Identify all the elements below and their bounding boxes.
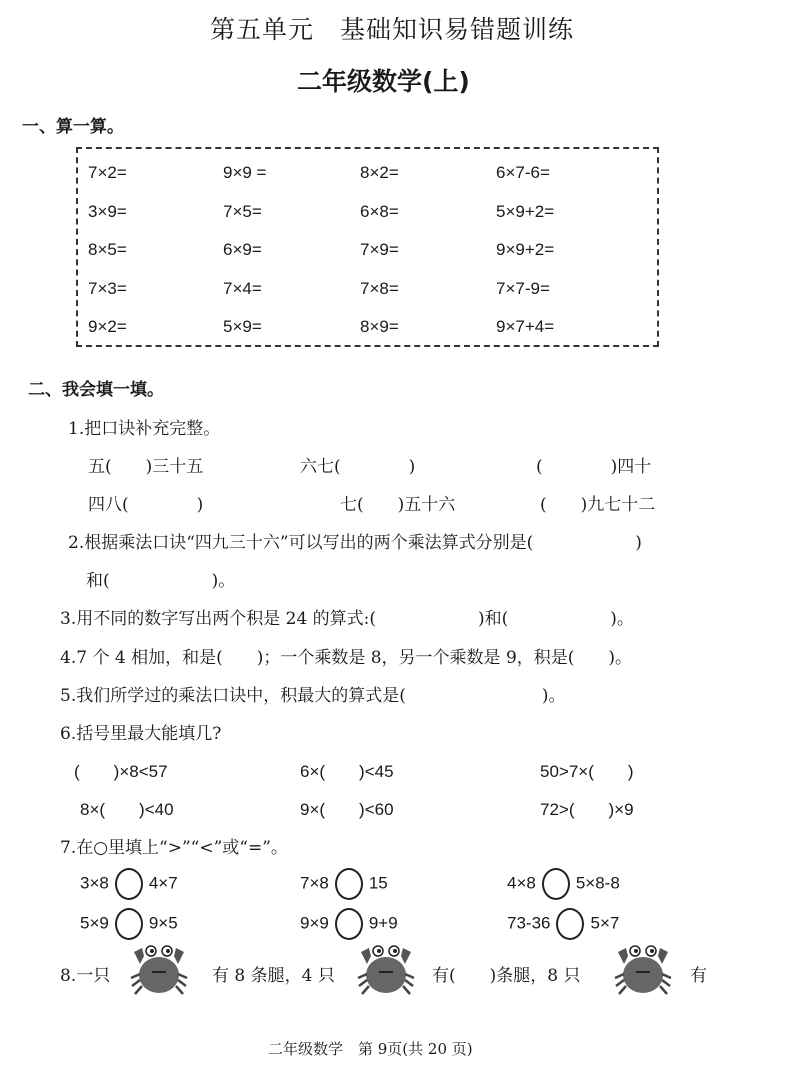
- q1-item: ( )四十: [536, 457, 652, 477]
- q1-item: 七( )五十六: [340, 495, 456, 515]
- q1-item: 六七( ): [300, 457, 416, 477]
- calc-item: 8×5=: [88, 240, 127, 259]
- q7-item: [80, 908, 178, 940]
- q8-text-1: 8.一只: [60, 966, 111, 986]
- question-2-line1: 2.根据乘法口诀“四九三十六”可以写出的两个乘法算式分别是( ): [68, 533, 642, 553]
- compare-circle-icon: [542, 868, 570, 900]
- q6-item: 50>7×( ): [540, 762, 634, 781]
- compare-circle-icon: [115, 868, 143, 900]
- question-7-prompt: 7.在○里填上“>”“<”或“=”。: [60, 838, 288, 858]
- calc-item: 7×9=: [360, 240, 399, 259]
- crab-icon: [612, 942, 674, 1000]
- q8-text-2: 有 8 条腿，4 只: [212, 966, 335, 986]
- page-title: 第五单元 基础知识易错题训练: [210, 15, 575, 44]
- compare-circle-icon: [556, 908, 584, 940]
- question-1-prompt: 1.把口诀补充完整。: [68, 419, 221, 439]
- calc-item: 7×3=: [88, 279, 127, 298]
- section-2-heading: 二、我会填一填。: [28, 380, 164, 400]
- crab-icon: [128, 942, 190, 1000]
- compare-circle-icon: [335, 908, 363, 940]
- calc-item: 7×7-9=: [496, 279, 550, 298]
- calc-item: 7×2=: [88, 163, 127, 182]
- page-subtitle: 二年级数学(上): [297, 67, 470, 96]
- calc-item: 6×7-6=: [496, 163, 550, 182]
- q6-item: 72>( )×9: [540, 800, 634, 819]
- q7-right: 9×5: [148, 913, 178, 933]
- calc-item: 6×9=: [223, 240, 262, 259]
- calc-item: 6×8=: [360, 202, 399, 221]
- q6-item: 8×( )<40: [80, 800, 174, 819]
- q7-left: 73-36: [507, 913, 551, 933]
- calc-item: 9×7+4=: [496, 317, 555, 336]
- q1-item: 四八( ): [88, 495, 204, 515]
- q8-text-3: 有( )条腿，8 只: [432, 966, 581, 986]
- page-footer: 二年级数学 第 9页(共 20 页): [268, 1040, 473, 1058]
- q7-right: 5×8-8: [575, 873, 620, 893]
- calc-item: 7×8=: [360, 279, 399, 298]
- q7-item: [80, 868, 178, 900]
- q6-item: 6×( )<45: [300, 762, 394, 781]
- q7-item: [300, 908, 398, 940]
- q7-left: 9×9: [300, 913, 329, 933]
- calc-item: 7×4=: [223, 279, 262, 298]
- crab-icon: [355, 942, 417, 1000]
- compare-circle-icon: [335, 868, 363, 900]
- q1-item: ( )九七十二: [540, 495, 656, 515]
- calc-item: 8×9=: [360, 317, 399, 336]
- q6-item: 9×( )<60: [300, 800, 394, 819]
- question-6-prompt: 6.括号里最大能填几?: [60, 724, 222, 744]
- question-5: 5.我们所学过的乘法口诀中，积最大的算式是( )。: [60, 686, 566, 706]
- q8-text-4: 有: [690, 966, 707, 986]
- calc-item: 5×9=: [223, 317, 262, 336]
- q7-left: 7×8: [300, 873, 329, 893]
- question-3: 3.用不同的数字写出两个积是 24 的算式:( )和( )。: [60, 609, 634, 629]
- calc-item: 8×2=: [360, 163, 399, 182]
- calc-item: 9×2=: [88, 317, 127, 336]
- q7-item: [507, 868, 620, 900]
- q6-item: ( )×8<57: [74, 762, 168, 781]
- compare-circle-icon: [115, 908, 143, 940]
- q7-right: 4×7: [148, 873, 178, 893]
- q7-right: 9+9: [368, 913, 398, 933]
- q7-left: 4×8: [507, 873, 536, 893]
- calc-item: 5×9+2=: [496, 202, 555, 221]
- section-1-heading: 一、算一算。: [22, 117, 124, 137]
- calc-item: 3×9=: [88, 202, 127, 221]
- q7-item: [507, 908, 619, 940]
- q1-item: 五( )三十五: [88, 457, 204, 477]
- question-2-line2: 和( )。: [86, 571, 236, 591]
- question-4: 4.7 个 4 相加，和是( )；一个乘数是 8，另一个乘数是 9，积是( )。: [60, 648, 633, 668]
- calc-item: 7×5=: [223, 202, 262, 221]
- q7-right: 15: [368, 873, 388, 893]
- calc-item: 9×9+2=: [496, 240, 555, 259]
- q7-left: 3×8: [80, 873, 109, 893]
- calc-item: 9×9 =: [223, 163, 267, 182]
- q7-right: 5×7: [590, 913, 620, 933]
- q7-item: [300, 868, 388, 900]
- q7-left: 5×9: [80, 913, 109, 933]
